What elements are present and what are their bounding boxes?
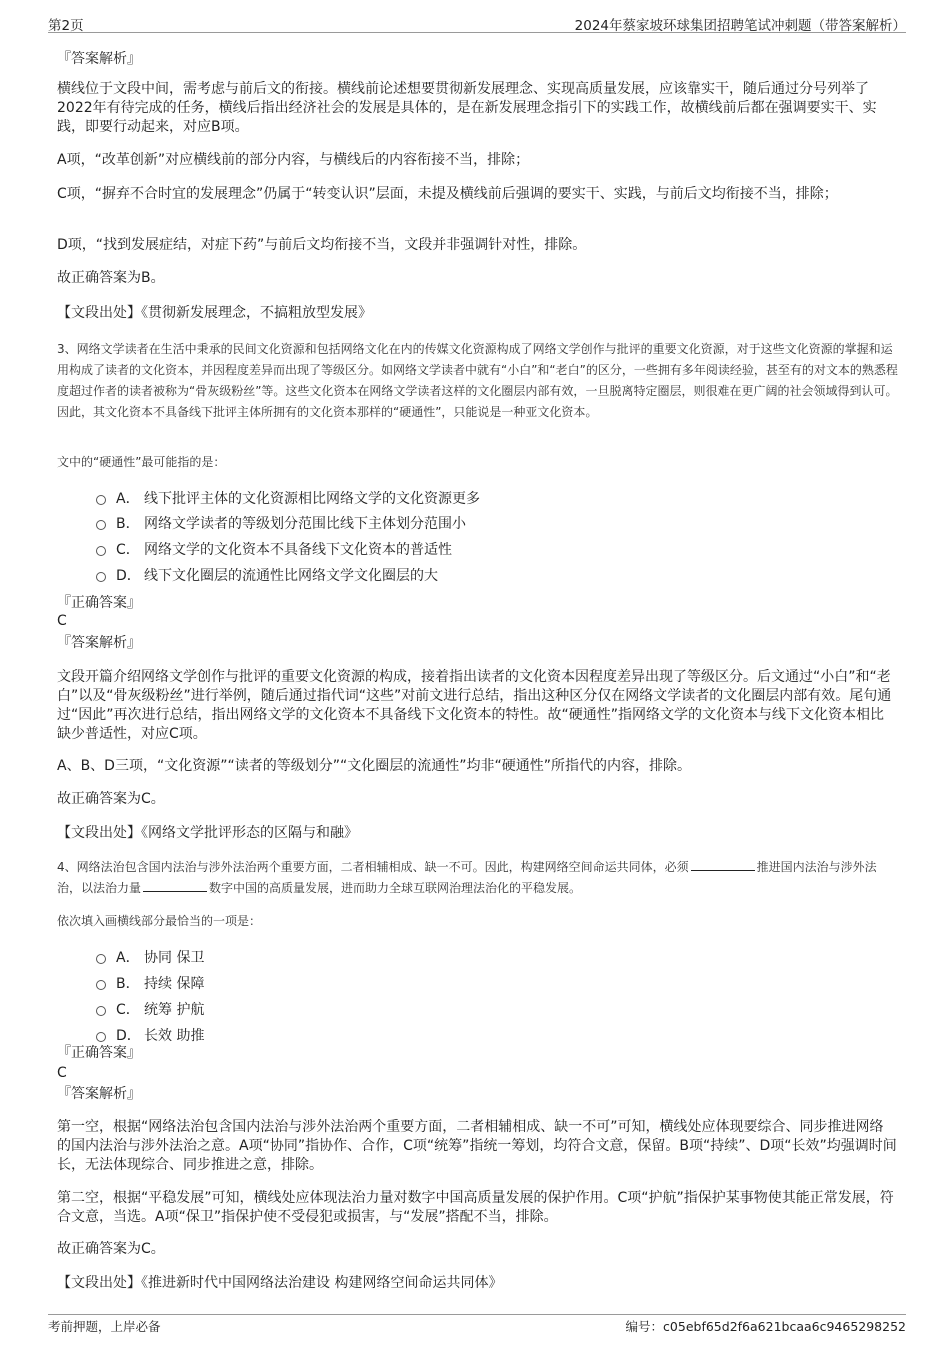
q4-stem: [57, 857, 900, 899]
q3-answer-line: 故正确答案为C。: [57, 791, 165, 807]
q2-answer-line: 故正确答案为B。: [57, 270, 165, 286]
q4-option-a[interactable]: [96, 948, 396, 968]
q4-correct-answer: C: [57, 1065, 67, 1081]
radio-icon[interactable]: [96, 495, 106, 505]
option-text: 持续 保障: [144, 976, 205, 992]
q4-option-c[interactable]: [96, 1000, 396, 1020]
q3-correct-answer: C: [57, 613, 67, 629]
document-code: 编号：c05ebf65d2f6a621bcaa6c9465298252: [625, 1319, 906, 1334]
q2-analysis-paragraph: A项，“改革创新”对应横线前的部分内容，与横线后的内容衔接不当，排除；: [57, 152, 530, 168]
q3-option-a[interactable]: [96, 489, 596, 509]
option-letter: C．: [116, 542, 140, 558]
option-letter: C．: [116, 1002, 140, 1018]
option-text: 协同 保卫: [144, 950, 205, 966]
q3-option-d[interactable]: [96, 566, 596, 586]
radio-icon[interactable]: [96, 572, 106, 582]
page-header: [48, 12, 906, 33]
q4-option-b[interactable]: [96, 974, 396, 994]
radio-icon[interactable]: [96, 1006, 106, 1016]
option-letter: B．: [116, 976, 140, 992]
option-text: 长效 助推: [144, 1028, 205, 1044]
page-footer: [48, 1314, 906, 1333]
q4-stem-part: 4、网络法治包含国内法治与涉外法治两个重要方面，二者相辅相成、缺一不可。因此，构建网络空间命运共同体，必须: [57, 860, 689, 874]
radio-icon[interactable]: [96, 1032, 106, 1042]
q3-analysis-label: 『答案解析』: [57, 635, 141, 651]
radio-icon[interactable]: [96, 954, 106, 964]
q4-answer-line: 故正确答案为C。: [57, 1241, 165, 1257]
radio-icon[interactable]: [96, 520, 106, 530]
option-text: 网络文学读者的等级划分范围比线下主体划分范围小: [144, 516, 466, 532]
q2-analysis-label: 『答案解析』: [57, 51, 141, 67]
radio-icon[interactable]: [96, 546, 106, 556]
q3-source: 【文段出处】《网络文学批评形态的区隔与和融》: [57, 825, 358, 841]
q4-analysis-paragraph: 第一空，根据“网络法治包含国内法治与涉外法治两个重要方面，二者相辅相成、缺一不可”可知，横线处应体现要综合、同步推进网络的国内法治与涉外法治之意。A项“协同”指协作、合作，C项“统筹”指统一筹划，均符合文意，保留。B项“持续”、D项“长效”均强调时间长，无法体现综合、同步推进之意，排除。: [57, 1119, 897, 1173]
page-number: 第2页: [48, 18, 84, 34]
footer-slogan: 考前押题，上岸必备: [48, 1319, 161, 1334]
q4-analysis-label: 『答案解析』: [57, 1086, 141, 1102]
q4-correct-label: 『正确答案』: [57, 1045, 141, 1061]
option-letter: D．: [116, 1028, 141, 1044]
option-text: 线下批评主体的文化资源相比网络文学的文化资源更多: [144, 491, 480, 507]
q3-option-b[interactable]: [96, 514, 596, 534]
option-text: 网络文学的文化资本不具备线下文化资本的普适性: [144, 542, 452, 558]
option-text: 线下文化圈层的流通性比网络文学文化圈层的大: [144, 568, 438, 584]
q3-option-c[interactable]: [96, 540, 596, 560]
q2-analysis-paragraph: 横线位于文段中间，需考虑与前后文的衔接。横线前论述想要贯彻新发展理念、实现高质量发展，应该靠实干，随后通过分号列举了2022年有待完成的任务，横线后指出经济社会的发展是具体的，是在新发展理念指引下的实践工作，故横线前后都在强调要实干、实践，即要行动起来，对应B项。: [57, 81, 877, 135]
q2-source: 【文段出处】《贯彻新发展理念，不搞粗放型发展》: [57, 305, 372, 321]
q2-analysis-paragraph: D项，“找到发展症结，对症下药”与前后文均衔接不当，文段并非强调针对性，排除。: [57, 237, 587, 253]
q4-option-d[interactable]: [96, 1026, 396, 1046]
option-letter: A．: [116, 950, 140, 966]
radio-icon[interactable]: [96, 980, 106, 990]
option-letter: A．: [116, 491, 140, 507]
fill-blank: [143, 879, 207, 892]
q3-question: 文中的“硬通性”最可能指的是：: [57, 455, 226, 469]
document-title: 2024年蔡家坡环球集团招聘笔试冲刺题（带答案解析）: [574, 18, 906, 34]
option-letter: B．: [116, 516, 140, 532]
q4-source: 【文段出处】《推进新时代中国网络法治建设 构建网络空间命运共同体》: [57, 1275, 503, 1291]
q3-analysis-paragraph: 文段开篇介绍网络文学创作与批评的重要文化资源的构成，接着指出读者的文化资本因程度差异出现了等级区分。后文通过“小白”和“老白”以及“骨灰级粉丝”进行举例，随后通过指代词“这些”对前文进行总结，指出这种区分仅在网络文学读者的文化圈层内部有效。尾句通过“因此”再次进行总结，指出网络文学的文化资本不具备线下文化资本的特性。故“硬通性”指网络文学的文化资本与线下文化资本相比缺少普适性，对应C项。: [57, 669, 892, 742]
q4-stem-part: 推进国内法治与涉外法治，以法治力量: [57, 860, 877, 895]
q3-stem: 3、网络文学读者在生活中秉承的民间文化资源和包括网络文化在内的传媒文化资源构成了网络文学创作与批评的重要文化资源，对于这些文化资源的掌握和运用构成了读者的文化资本，并因程度差异而出现了等级区分。如网络文学读者中就有“小白”和“老白”的区分，一些拥有多年阅读经验，甚至有的对文本的熟悉程度超过作者的读者被称为“骨灰级粉丝”等。这些文化资本在网络文学读者这样的文化圈层内部有效，一旦脱离特定圈层，则很难在更广阔的社会领域得到认可。因此，其文化资本不具备线下批评主体所拥有的文化资本那样的“硬通性”，只能说是一种亚文化资本。: [57, 342, 898, 419]
q2-analysis-paragraph: C项，“摒弃不合时宜的发展理念”仍属于“转变认识”层面，未提及横线前后强调的要实干、实践，与前后文均衔接不当，排除；: [57, 186, 838, 202]
q3-correct-label: 『正确答案』: [57, 595, 141, 611]
option-letter: D．: [116, 568, 141, 584]
q3-analysis-paragraph: A、B、D三项，“文化资源”“读者的等级划分”“文化圈层的流通性”均非“硬通性”所指代的内容，排除。: [57, 758, 691, 774]
fill-blank: [691, 858, 755, 871]
q4-analysis-paragraph: 第二空，根据“平稳发展”可知，横线处应体现法治力量对数字中国高质量发展的保护作用。C项“护航”指保护某事物使其能正常发展，符合文意，当选。A项“保卫”指保护使不受侵犯或损害，与“发展”搭配不当，排除。: [57, 1190, 894, 1225]
option-text: 统筹 护航: [144, 1002, 205, 1018]
q4-question: 依次填入画横线部分最恰当的一项是：: [57, 914, 262, 928]
q4-stem-part: 数字中国的高质量发展，进而助力全球互联网治理法治化的平稳发展。: [209, 881, 582, 895]
